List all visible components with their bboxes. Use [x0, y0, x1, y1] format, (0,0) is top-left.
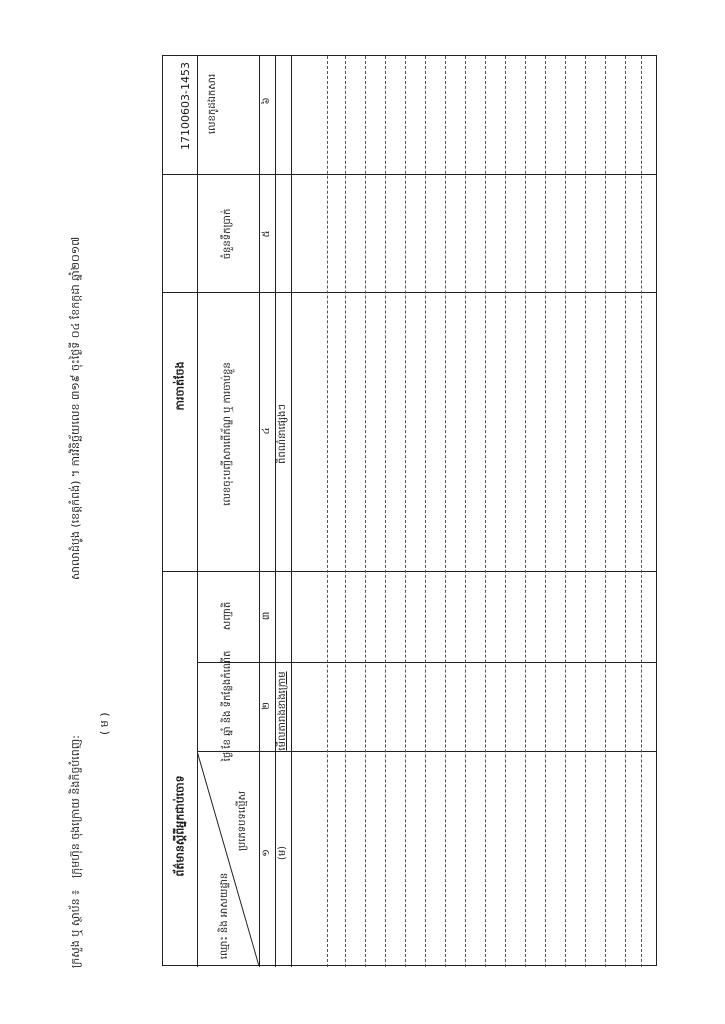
row-line: [565, 56, 566, 967]
row-line: [425, 56, 426, 967]
doc-code-label: 17100603-1453: [179, 62, 192, 150]
ministry-label: ក្រសួង ឬ ស្ថាប័ន ៖: [69, 890, 82, 968]
header-offense-col: ប្រភេទបទល្មើស: [237, 790, 248, 852]
header-amount-col: ចំនួនទឹកប្រាក់: [222, 208, 233, 260]
group-header-divider: [197, 56, 198, 571]
row1-registry: ពិពណ៌នាផ្សេងៗ: [277, 404, 288, 464]
row1-name: (ម): [277, 845, 288, 861]
row-line: [385, 56, 386, 967]
row-line: [485, 56, 486, 967]
group-title-right: ការចាត់ចែង: [173, 361, 187, 411]
col-number-5: ៥: [261, 230, 272, 238]
row-line: [625, 56, 626, 967]
col-number-2: ២: [261, 702, 272, 710]
row-line: [545, 56, 546, 967]
row-line: [641, 56, 642, 967]
header-doc-code-col: លេខកូដឯកសារ: [207, 73, 218, 135]
row-line: [327, 56, 328, 967]
data-rows-area: [275, 56, 658, 967]
data-table: [162, 55, 657, 966]
header-bottom-line: [259, 56, 260, 967]
col-number-3: ៣: [261, 611, 272, 621]
form-label: ក្រុមហ៊ុន ចុងក្រោយ និងកិច្ចបំពេញ:: [69, 735, 82, 878]
col-number-6: ៦: [261, 97, 272, 105]
col-number-4: ៤: [261, 427, 272, 435]
col-number-1: ១: [261, 849, 272, 857]
row-line: [465, 56, 466, 967]
header-registry-col: លេខចុះបញ្ជីសារពើភ័ណ្ឌ ឬ ការចាប់ខ្លួន: [222, 362, 233, 506]
header-title: សាលាដំបូង (ខេត្តកំពង់) ។ ការវិនិច្ឆ័យលេខ ៣១៩ ចុះថ្ងៃទី ០៤ ខែកក្កដា ឆ្នាំ២០១៧: [69, 236, 82, 580]
row-line: [585, 56, 586, 967]
row1-birth: មើលតារាងខាងក្រោម: [277, 671, 288, 751]
row-line: [605, 56, 606, 967]
row-line: [365, 56, 366, 967]
form-marker: ( ម ): [98, 712, 111, 735]
row-line: [505, 56, 506, 967]
row-line: [291, 56, 292, 967]
header-nationality-col: សញ្ជាតិ: [222, 601, 233, 631]
header-birth-col: ថ្ងៃ ខែ ឆ្នាំ និង ទីកន្លែងកំណើត: [222, 650, 233, 762]
header-name-col: ឈ្មោះ និង អាសយដ្ឋាន: [219, 872, 230, 960]
row-line: [525, 56, 526, 967]
row-line: [405, 56, 406, 967]
row-line: [445, 56, 446, 967]
row-line: [345, 56, 346, 967]
group-title-left: ព័ត៌មានស្ដីពីអ្នកជាប់ចោទ: [173, 775, 187, 877]
